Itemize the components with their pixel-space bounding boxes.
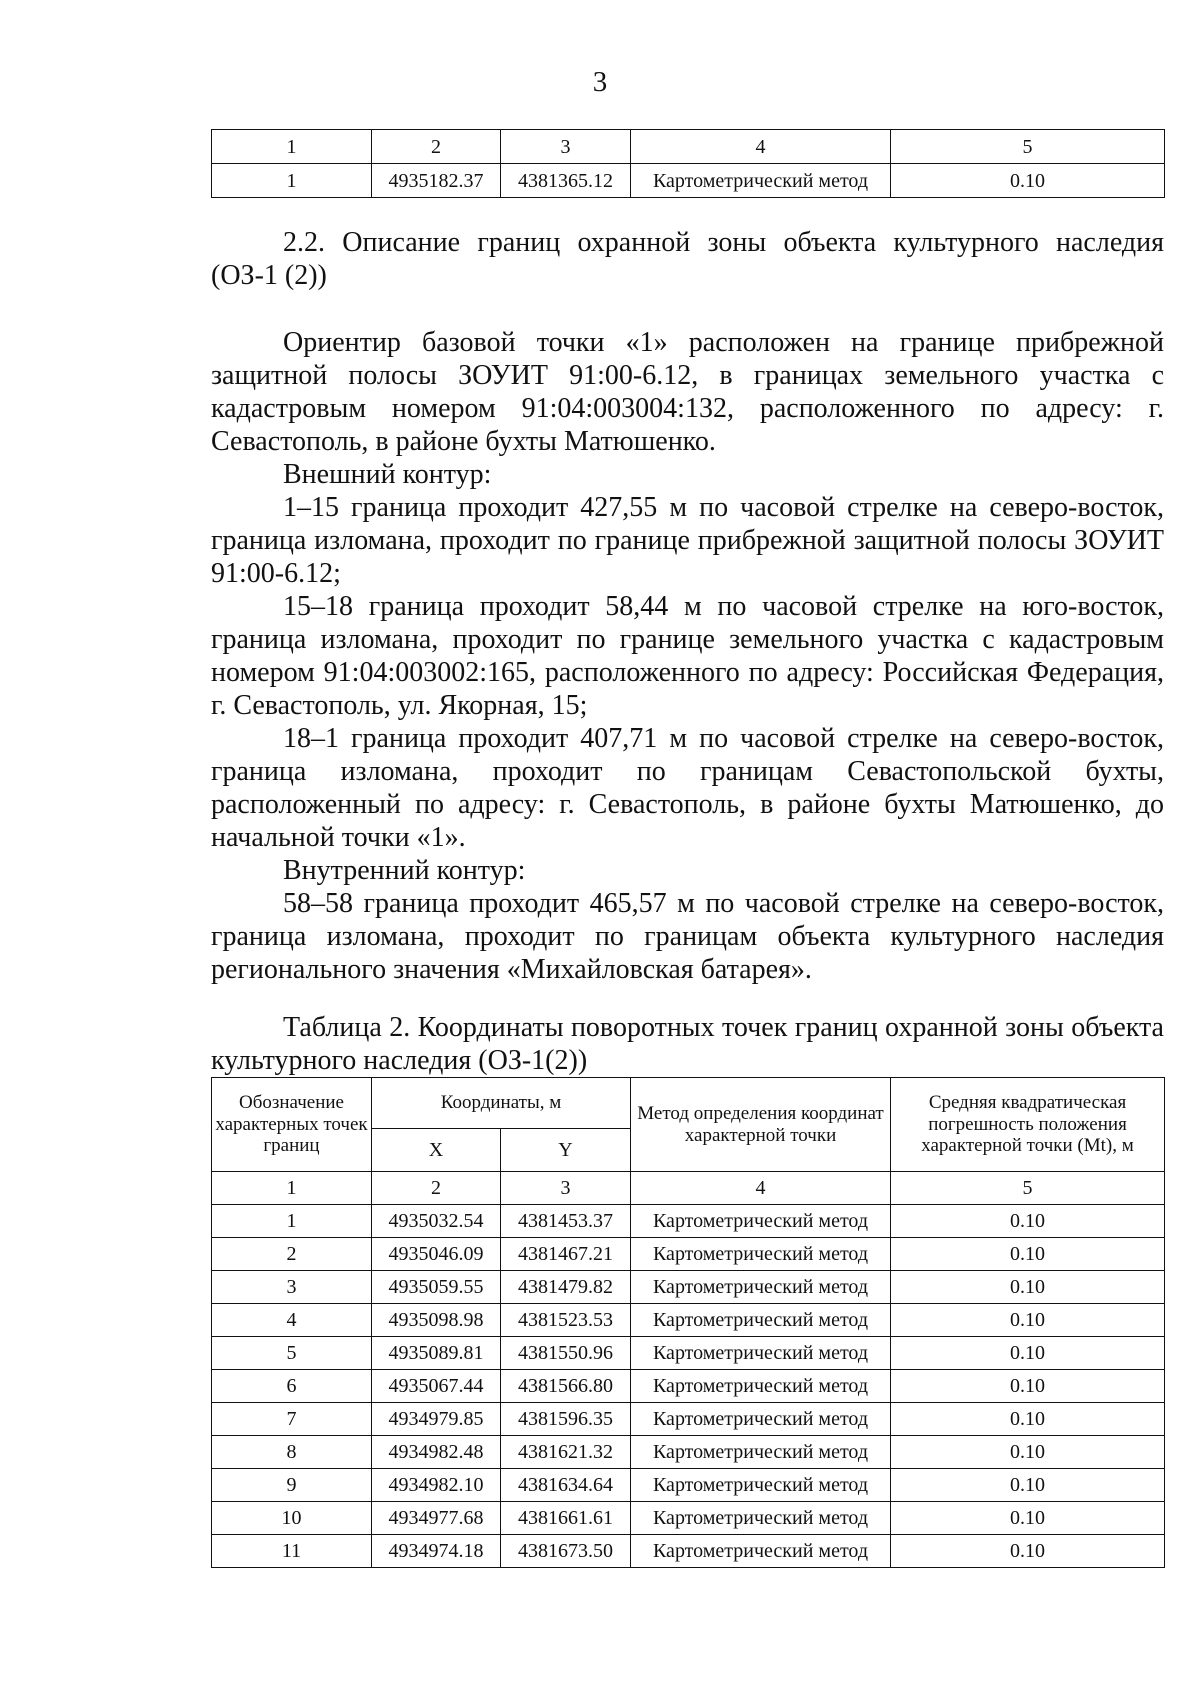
table-cell: 3	[501, 1172, 631, 1205]
table-cell: Картометрический метод	[631, 1469, 891, 1502]
table-cell: 10	[212, 1502, 372, 1535]
table-cell: 0.10	[891, 1304, 1165, 1337]
table-cell: Картометрический метод	[631, 1205, 891, 1238]
table-caption: Таблица 2. Координаты поворотных точек границ охранной зоны объекта культурного наследия (ОЗ-1(2))	[211, 1012, 1164, 1076]
table-cell: Картометрический метод	[631, 164, 891, 198]
header-y: Y	[501, 1129, 631, 1172]
table-cell: Картометрический метод	[631, 1271, 891, 1304]
table-cell: 4935089.81	[372, 1337, 501, 1370]
table-cell: 4935032.54	[372, 1205, 501, 1238]
table-cell: 4381566.80	[501, 1370, 631, 1403]
table-cell: 4934977.68	[372, 1502, 501, 1535]
table-cell: 0.10	[891, 1502, 1165, 1535]
table-cell: 4934974.18	[372, 1535, 501, 1568]
table-cell: 4381479.82	[501, 1271, 631, 1304]
table-body	[212, 1205, 1165, 1568]
table-cell: 4381661.61	[501, 1502, 631, 1535]
table-cell: Картометрический метод	[631, 1502, 891, 1535]
table-cell: 1	[212, 1205, 372, 1238]
table-cell: 4934982.48	[372, 1436, 501, 1469]
table-cell: 4935059.55	[372, 1271, 501, 1304]
table-cell: 4935046.09	[372, 1238, 501, 1271]
header-coordinates: Координаты, м	[372, 1078, 631, 1129]
inner-contour-heading: Внутренний контур:	[283, 855, 526, 886]
table-cell: 4381621.32	[501, 1436, 631, 1469]
table-cell: 4381467.21	[501, 1238, 631, 1271]
header-designation: Обозначение характерных точек границ	[212, 1078, 372, 1172]
body-text	[211, 326, 1164, 986]
table-cell: 0.10	[891, 1337, 1165, 1370]
table-row	[212, 1304, 1165, 1337]
paragraph-segment-58-58: 58–58 граница проходит 465,57 м по часовой стрелке на северо-восток, граница изломана, проходит по границам объекта культурного наследия регионального значения «Михайловская батарея».	[211, 888, 1164, 985]
table-row	[212, 1469, 1165, 1502]
table-cell: 0.10	[891, 1238, 1165, 1271]
table-cell: Картометрический метод	[631, 1535, 891, 1568]
column-number-row	[212, 130, 1165, 164]
table-cell: Картометрический метод	[631, 1403, 891, 1436]
table-cell: 5	[212, 1337, 372, 1370]
table-cell: 0.10	[891, 1469, 1165, 1502]
table-cell: 4935182.37	[372, 164, 501, 198]
table-row	[212, 1403, 1165, 1436]
table-cell: 9	[212, 1469, 372, 1502]
table-cell: Картометрический метод	[631, 1370, 891, 1403]
table-cell: 0.10	[891, 1271, 1165, 1304]
table-cell: 0.10	[891, 1370, 1165, 1403]
table-cell: 1	[212, 1172, 372, 1205]
section-title: 2.2. Описание границ охранной зоны объекта культурного наследия (ОЗ-1 (2))	[211, 227, 1164, 291]
table-row	[212, 1271, 1165, 1304]
table-cell: Картометрический метод	[631, 1337, 891, 1370]
table-cell: 4934982.10	[372, 1469, 501, 1502]
table-cell: 1	[212, 130, 372, 164]
table-row	[212, 1205, 1165, 1238]
table-cell: 4	[212, 1304, 372, 1337]
table-cell: 4934979.85	[372, 1403, 501, 1436]
table-cell: 4381523.53	[501, 1304, 631, 1337]
header-method: Метод определения координат характерной точки	[631, 1078, 891, 1172]
table-cell: 0.10	[891, 1205, 1165, 1238]
table-cell: 4935067.44	[372, 1370, 501, 1403]
table-cell: 2	[212, 1238, 372, 1271]
paragraph-segment-1-15: 1–15 граница проходит 427,55 м по часовой стрелке на северо-восток, граница изломана, проходит по границе прибрежной защитной полосы ЗОУИТ 91:00-6.12;	[211, 492, 1164, 589]
table-cell: 8	[212, 1436, 372, 1469]
paragraph-orientir: Ориентир базовой точки «1» расположен на границе прибрежной защитной полосы ЗОУИТ 91:00-6.12, в границах земельного участка с кадастровым номером 91:04:003004:132, расположенного по адресу: г. Севастополь, в районе бухты Матюшенко.	[211, 327, 1164, 457]
table-cell: 0.10	[891, 1403, 1165, 1436]
table-cell: 0.10	[891, 164, 1165, 198]
table-cell: 4381365.12	[501, 164, 631, 198]
table-cell: Картометрический метод	[631, 1238, 891, 1271]
table-cell: 3	[501, 130, 631, 164]
table-cell: Картометрический метод	[631, 1436, 891, 1469]
table-cell: 7	[212, 1403, 372, 1436]
table-cell: 2	[372, 1172, 501, 1205]
table-cell: 4381453.37	[501, 1205, 631, 1238]
table-cell: 4381673.50	[501, 1535, 631, 1568]
header-error: Средняя квадратическая погрешность положения характерной точки (Mt), м	[891, 1078, 1165, 1172]
table-row	[212, 1502, 1165, 1535]
table-cell: 4381634.64	[501, 1469, 631, 1502]
table-cell: 11	[212, 1535, 372, 1568]
table-cell: 4381596.35	[501, 1403, 631, 1436]
table-row	[212, 1535, 1165, 1568]
table-cell: 2	[372, 130, 501, 164]
table-cell: 0.10	[891, 1436, 1165, 1469]
outer-contour-heading: Внешний контур:	[283, 459, 492, 490]
continued-table	[211, 129, 1165, 198]
table-cell: 4	[631, 130, 891, 164]
paragraph-segment-15-18: 15–18 граница проходит 58,44 м по часовой стрелке на юго-восток, граница изломана, проходит по границе земельного участка с кадастровым номером 91:04:003002:165, расположенного по адресу: Российская Федерация, г. Севастополь, ул. Якорная, 15;	[211, 591, 1164, 721]
page-number: 3	[592, 66, 608, 98]
table-header-row	[212, 1078, 1165, 1129]
header-x: X	[372, 1129, 501, 1172]
table-row	[212, 1370, 1165, 1403]
table-cell: 4	[631, 1172, 891, 1205]
table-row	[212, 1238, 1165, 1271]
table-row	[212, 1337, 1165, 1370]
table-row	[212, 1436, 1165, 1469]
column-number-row	[212, 1172, 1165, 1205]
paragraph-segment-18-1: 18–1 граница проходит 407,71 м по часовой стрелке на северо-восток, граница изломана, проходит по границам Севастопольской бухты, расположенный по адресу: г. Севастополь, в районе бухты Матюшенко, до начальной точки «1».	[211, 723, 1164, 853]
table-cell: Картометрический метод	[631, 1304, 891, 1337]
table-cell: 0.10	[891, 1535, 1165, 1568]
table-cell: 1	[212, 164, 372, 198]
table-cell: 3	[212, 1271, 372, 1304]
table-cell: 4935098.98	[372, 1304, 501, 1337]
table-cell: 5	[891, 130, 1165, 164]
table-cell: 6	[212, 1370, 372, 1403]
table-row	[212, 164, 1165, 198]
coordinates-table	[211, 1077, 1165, 1568]
table-cell: 4381550.96	[501, 1337, 631, 1370]
table-cell: 5	[891, 1172, 1165, 1205]
